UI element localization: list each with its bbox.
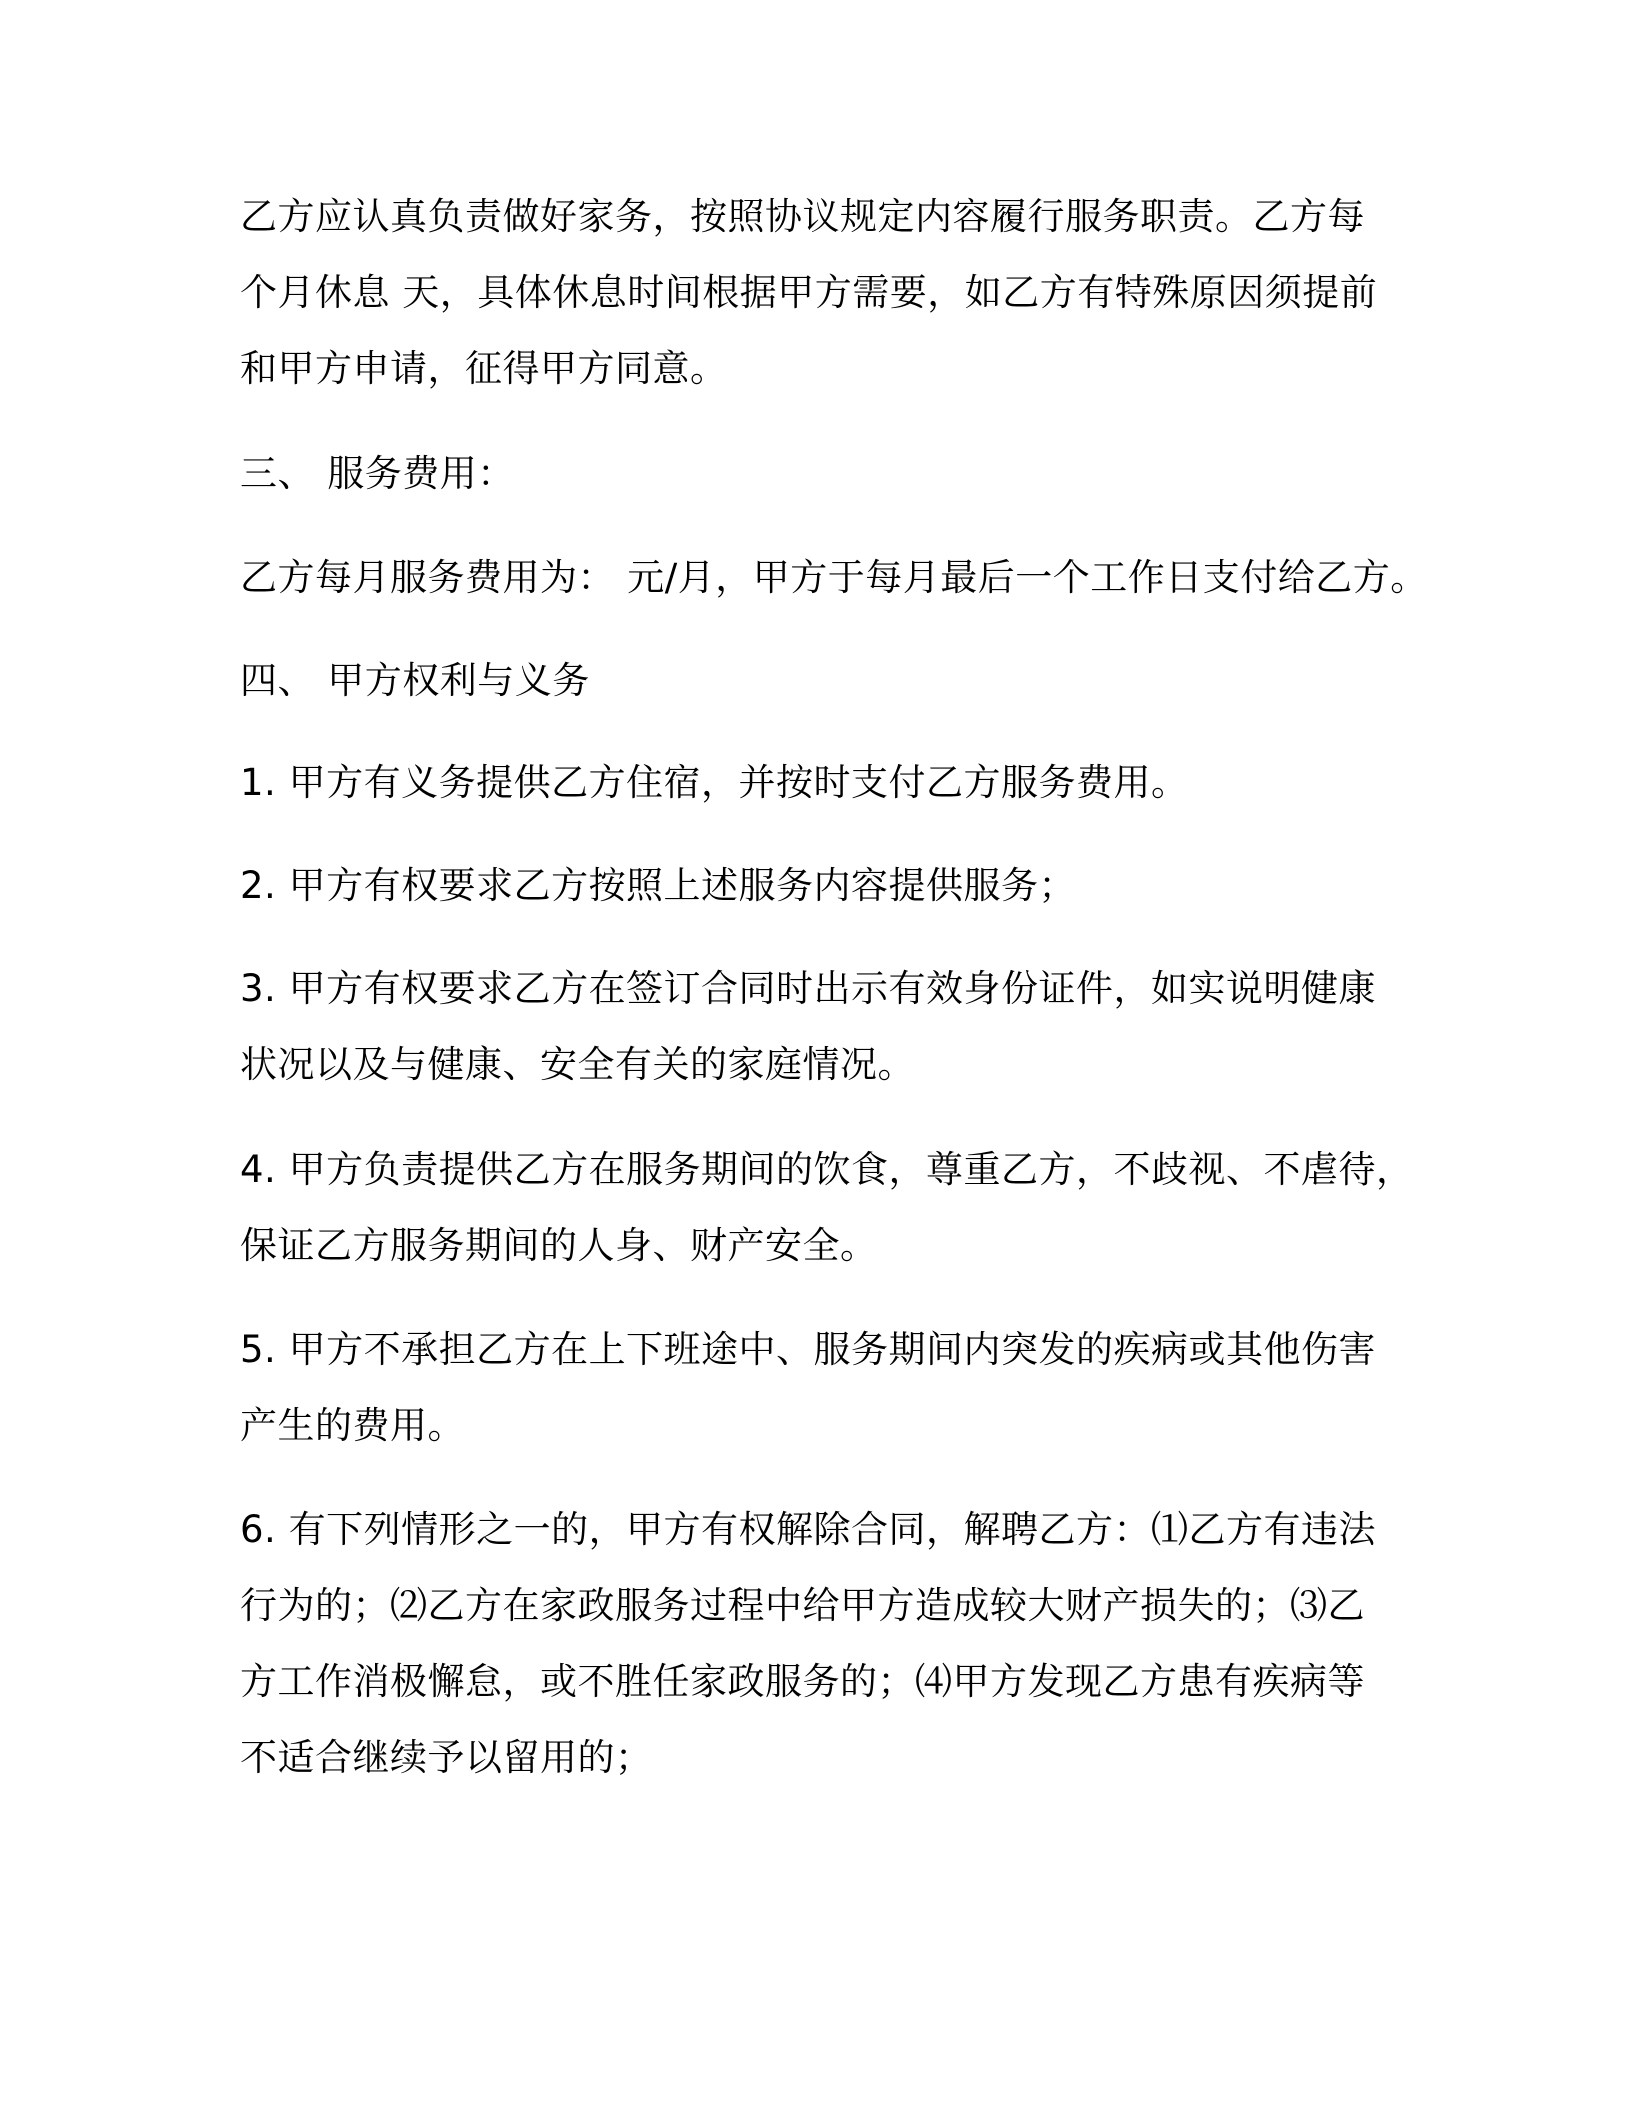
list-item-line: 1. 甲方有义务提供乙方住宿，并按时支付乙方服务费用。 [240,761,1189,804]
list-item-line: 5. 甲方不承担乙方在上下班途中、服务期间内突发的疾病或其他伤害 [240,1328,1377,1371]
list-item-line: 状况以及与健康、安全有关的家庭情况。 [240,1043,915,1086]
list-item-line: 3. 甲方有权要求乙方在签订合同时出示有效身份证件，如实说明健康 [240,967,1377,1010]
paragraph-service-fee [240,540,1440,616]
paragraph-line: 个月休息 天，具体休息时间根据甲方需要，如乙方有特殊原因须提前 [240,271,1378,314]
heading-text: 三、 服务费用： [240,452,515,495]
list-item-line: 不适合继续予以留用的； [240,1736,653,1779]
list-item-line: 方工作消极懈怠，或不胜任家政服务的；⑷甲方发现乙方患有疾病等 [240,1660,1365,1703]
paragraph-line: 乙方应认真负责做好家务，按照协议规定内容履行服务职责。乙方每 [240,195,1365,238]
section-heading-service-fee [240,436,1440,512]
list-item-6 [240,1492,1440,1796]
paragraph-line: 乙方每月服务费用为： 元/月，甲方于每月最后一个工作日支付给乙方。 [240,556,1428,599]
list-item-line: 4. 甲方负责提供乙方在服务期间的饮食，尊重乙方，不歧视、不虐待， [240,1148,1414,1191]
list-item-line: 6. 有下列情形之一的，甲方有权解除合同，解聘乙方：⑴乙方有违法 [240,1508,1377,1551]
section-heading-rights-obligations [240,643,1440,719]
list-item-line: 2. 甲方有权要求乙方按照上述服务内容提供服务； [240,864,1077,907]
paragraph-rest-days [240,179,1440,407]
list-item-2 [240,848,1440,924]
list-item-4 [240,1132,1440,1284]
list-item-line: 保证乙方服务期间的人身、财产安全。 [240,1224,878,1267]
paragraph-line: 和甲方申请，征得甲方同意。 [240,347,728,390]
list-item-line: 行为的；⑵乙方在家政服务过程中给甲方造成较大财产损失的；⑶乙 [240,1584,1365,1627]
list-item-3 [240,951,1440,1103]
list-item-1 [240,745,1440,821]
list-item-5 [240,1312,1440,1464]
heading-text: 四、 甲方权利与义务 [240,659,590,702]
list-item-line: 产生的费用。 [240,1404,465,1447]
